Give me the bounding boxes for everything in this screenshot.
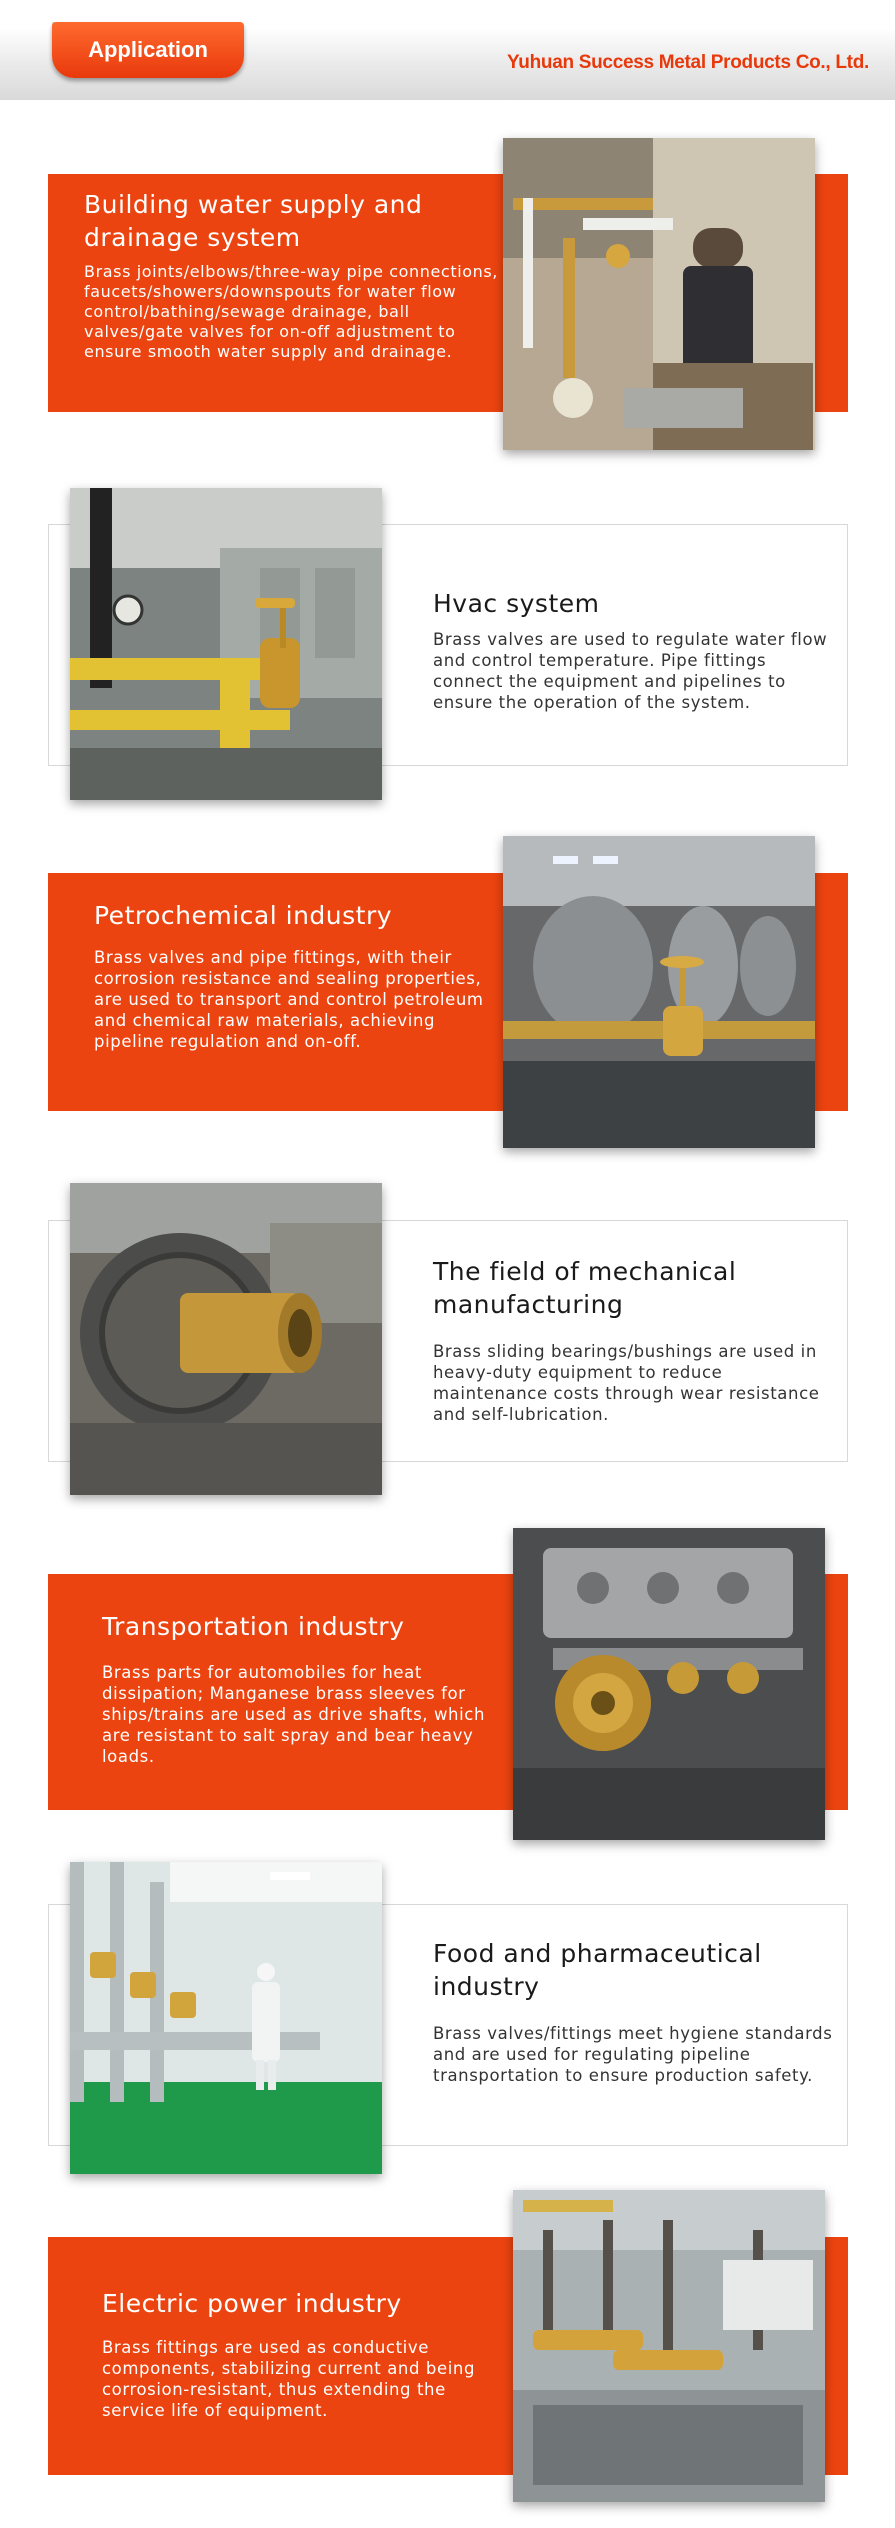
section-description: Brass valves and pipe fittings, with their corrosion resistance and sealing properties, are used to transport and control petroleum and chemical raw materials, achieving pipeline regulation and on-off.: [94, 948, 484, 1051]
application-tab-label: Application: [88, 37, 208, 62]
section-title: Building water supply and drainage system: [84, 190, 423, 252]
engine-photo: [513, 1528, 825, 1840]
section-title: Electric power industry: [102, 2289, 402, 2318]
section-description: Brass sliding bearings/bushings are used in heavy-duty equipment to reduce maintenance costs through wear resistance and self-lubrication.: [433, 1342, 820, 1424]
section-title: Hvac system: [433, 589, 600, 618]
section-description: Brass fittings are used as conductive components, stabilizing current and being corrosion-resistant, thus extending the service life of equipment.: [102, 2338, 476, 2420]
section-description: Brass valves are used to regulate water flow and control temperature. Pipe fittings connect the equipment and pipelines to ensure the operation of the system.: [433, 630, 828, 712]
electric-power-photo: [513, 2190, 825, 2502]
section-description: Brass valves/fittings meet hygiene standards and are used for regulating pipeline transportation to ensure production safety.: [433, 2024, 833, 2085]
petrochemical-photo: [503, 836, 815, 1148]
section-title: Food and pharmaceutical industry: [433, 1939, 762, 2001]
section-title: The field of mechanical manufacturing: [433, 1257, 737, 1319]
hvac-photo: [70, 488, 382, 800]
section-title: Petrochemical industry: [94, 901, 393, 930]
mechanical-photo: [70, 1183, 382, 1495]
plumbing-photo: [503, 138, 815, 450]
company-name: Yuhuan Success Metal Products Co., Ltd.: [506, 52, 869, 73]
pharma-photo: [70, 1862, 382, 2174]
section-title: Transportation industry: [102, 1612, 405, 1641]
section-description: Brass joints/elbows/three-way pipe connections, faucets/showers/downspouts for water flow control/bathing/sewage drainage, ball valves/gate valves for on-off adjustment to ensure smooth water supply and drainage.: [84, 262, 498, 361]
section-description: Brass parts for automobiles for heat dissipation; Manganese brass sleeves for ships/trains are used as drive shafts, which are resistant to salt spray and bear heavy loads.: [102, 1663, 486, 1766]
